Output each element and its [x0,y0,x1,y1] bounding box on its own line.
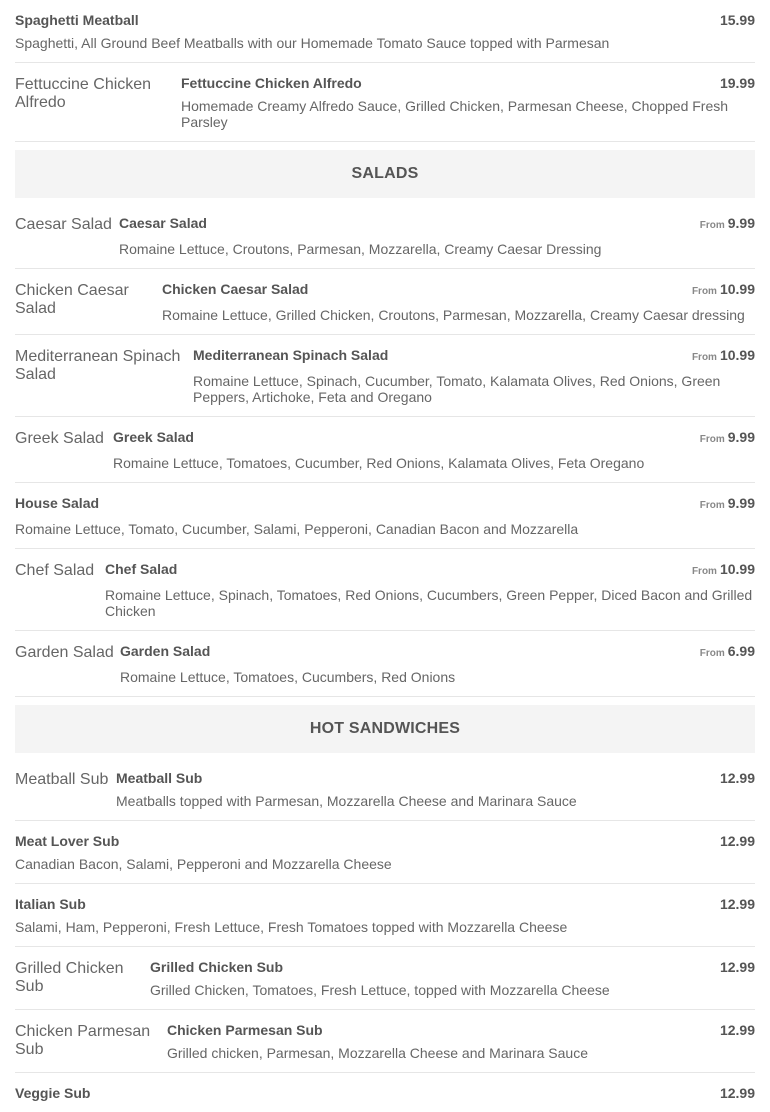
menu-item-description: Romaine Lettuce, Tomato, Cucumber, Salami, Pepperoni, Canadian Bacon and Mozzarella [15,521,579,537]
menu-item-head [150,959,755,975]
menu-item-name: Chicken Caesar Salad [162,281,309,297]
from-label: From [699,500,725,511]
menu-item-body [119,215,755,257]
menu-item-head [15,12,755,28]
menu-item-body [15,12,755,51]
from-label: From [691,352,717,363]
menu-item-body [105,561,755,619]
menu-item-head [162,281,755,300]
menu-item-head [181,75,755,91]
price-value: 10.99 [719,347,755,363]
menu-item-house-salad[interactable] [15,483,755,549]
menu-item-image[interactable]: Chef Salad [15,562,95,579]
menu-item-chicken-parmesan-sub[interactable] [15,1010,755,1073]
menu-item-head [116,770,755,786]
price-value: 6.99 [727,643,755,659]
menu-item-price: 12.99 [719,896,755,912]
menu-item-name: Fettuccine Chicken Alfredo [181,75,362,91]
menu-item-head [120,643,755,662]
menu-item-description: Romaine Lettuce, Grilled Chicken, Croutons, Parmesan, Mozzarella, Creamy Caesar dressing [162,307,745,323]
menu-item-price [700,215,755,234]
menu-item-head [15,833,755,849]
menu-item-name: Mediterranean Spinach Salad [193,347,389,363]
menu-item-garden-salad[interactable] [15,631,755,697]
menu-item-name: Meatball Sub [116,770,203,786]
menu-item-price: 12.99 [719,1085,755,1101]
from-label: From [691,286,717,297]
menu-item-fettuccine-chicken-alfredo[interactable] [15,63,755,142]
menu-item-chef-salad[interactable] [15,549,755,631]
menu-item-body [15,495,755,537]
price-value: 9.99 [727,429,755,445]
menu-item-image[interactable]: Meatball Sub [15,771,109,788]
section-header-salads [15,150,755,198]
menu-item-description: Meatballs topped with Parmesan, Mozzarella Cheese and Marinara Sauce [116,793,577,809]
from-label: From [699,220,725,231]
from-label: From [699,434,725,445]
menu-item-head [15,495,755,514]
menu-item-description: Romaine Lettuce, Tomatoes, Cucumbers, Red Onions [120,669,456,685]
menu-item-image[interactable]: Garden Salad [15,644,114,661]
from-label: From [691,566,717,577]
menu-item-description: Romaine Lettuce, Croutons, Parmesan, Mozzarella, Creamy Caesar Dressing [119,241,602,257]
menu-item-name: Garden Salad [120,643,211,659]
menu-item-name: Chicken Parmesan Sub [167,1022,323,1038]
menu-item-description: Grilled chicken, Parmesan, Mozzarella Cheese and Marinara Sauce [167,1045,588,1061]
menu-item-price [692,281,755,300]
menu-item-price: 19.99 [719,75,755,91]
menu-item-price [692,561,755,580]
menu-item-body [162,281,755,323]
menu-item-body [167,1022,755,1061]
menu-item-head [167,1022,755,1038]
menu-item-description: Grilled Chicken, Tomatoes, Fresh Lettuce, topped with Mozzarella Cheese [150,982,610,998]
menu-item-meat-lover-sub[interactable] [15,821,755,884]
menu-item-head [15,896,755,912]
menu-item-meatball-sub[interactable] [15,753,755,821]
menu-item-name: Spaghetti Meatball [15,12,139,28]
menu-item-image[interactable]: Mediterranean Spinach Salad [15,348,181,383]
menu-item-grilled-chicken-sub[interactable] [15,947,755,1010]
menu-item-price [700,429,755,448]
menu-item-name: Greek Salad [113,429,194,445]
menu-item-name: Veggie Sub [15,1085,91,1101]
menu-item-name: Chef Salad [105,561,178,577]
menu-item-price: 12.99 [719,959,755,975]
menu-item-head [119,215,755,234]
price-value: 9.99 [727,495,755,511]
menu-item-body [15,896,755,935]
menu-item-name: Grilled Chicken Sub [150,959,284,975]
price-value: 10.99 [719,561,755,577]
menu-item-spaghetti-meatball[interactable] [15,0,755,63]
menu-item-body [113,429,755,471]
menu-item-image[interactable]: Grilled Chicken Sub [15,960,124,995]
menu-item-image[interactable]: Chicken Caesar Salad [15,282,129,317]
menu-item-head [193,347,755,366]
menu-item-body [15,1085,755,1101]
menu-item-caesar-salad[interactable] [15,198,755,269]
menu-item-image[interactable]: Greek Salad [15,430,104,447]
menu-item-body [181,75,755,130]
menu-item-head [15,1085,755,1101]
menu-item-mediterranean-spinach-salad[interactable] [15,335,755,417]
menu-item-description: Romaine Lettuce, Spinach, Tomatoes, Red Onions, Cucumbers, Green Pepper, Diced Bacon and Grilled Chicken [105,587,753,619]
menu-item-description: Romaine Lettuce, Spinach, Cucumber, Tomato, Kalamata Olives, Red Onions, Green Peppers, Artichoke, Feta and Oregano [193,373,721,405]
menu-item-price [692,347,755,366]
menu-item-price: 12.99 [719,1022,755,1038]
menu-item-body [15,833,755,872]
section-header-hot-sandwiches [15,705,755,753]
menu-item-name: Caesar Salad [119,215,207,231]
menu-item-description: Romaine Lettuce, Tomatoes, Cucumber, Red Onions, Kalamata Olives, Feta Oregano [113,455,645,471]
menu-item-image[interactable]: Caesar Salad [15,216,112,233]
menu-item-description: Spaghetti, All Ground Beef Meatballs with our Homemade Tomato Sauce topped with Parmesan [15,35,610,51]
menu-item-image[interactable]: Chicken Parmesan Sub [15,1023,151,1058]
menu-item-price: 15.99 [719,12,755,28]
menu-item-body [150,959,755,998]
menu-item-name: House Salad [15,495,100,511]
menu-item-image[interactable]: Fettuccine Chicken Alfredo [15,76,152,111]
menu-item-greek-salad[interactable] [15,417,755,483]
menu-item-head [105,561,755,580]
menu-item-description: Homemade Creamy Alfredo Sauce, Grilled Chicken, Parmesan Cheese, Chopped Fresh Parsley [181,98,729,130]
price-value: 10.99 [719,281,755,297]
menu-item-body [120,643,755,685]
menu-item-price: 12.99 [719,770,755,786]
section-title: HOT SANDWICHES [309,720,461,737]
menu-item-italian-sub[interactable] [15,884,755,947]
section-title: SALADS [351,165,419,182]
menu-item-chicken-caesar-salad[interactable] [15,269,755,335]
menu-item-price: 12.99 [719,833,755,849]
menu-item-name: Italian Sub [15,896,86,912]
menu-item-veggie-sub[interactable] [15,1073,755,1112]
menu-item-head [113,429,755,448]
menu-item-body [116,770,755,809]
menu-item-name: Meat Lover Sub [15,833,120,849]
from-label: From [699,648,725,659]
menu-item-description: Salami, Ham, Pepperoni, Fresh Lettuce, Fresh Tomatoes topped with Mozzarella Cheese [15,919,568,935]
menu-item-description: Canadian Bacon, Salami, Pepperoni and Mozzarella Cheese [15,856,392,872]
menu-item-body [193,347,755,405]
price-value: 9.99 [727,215,755,231]
menu-item-price [700,643,755,662]
menu-item-price [700,495,755,514]
